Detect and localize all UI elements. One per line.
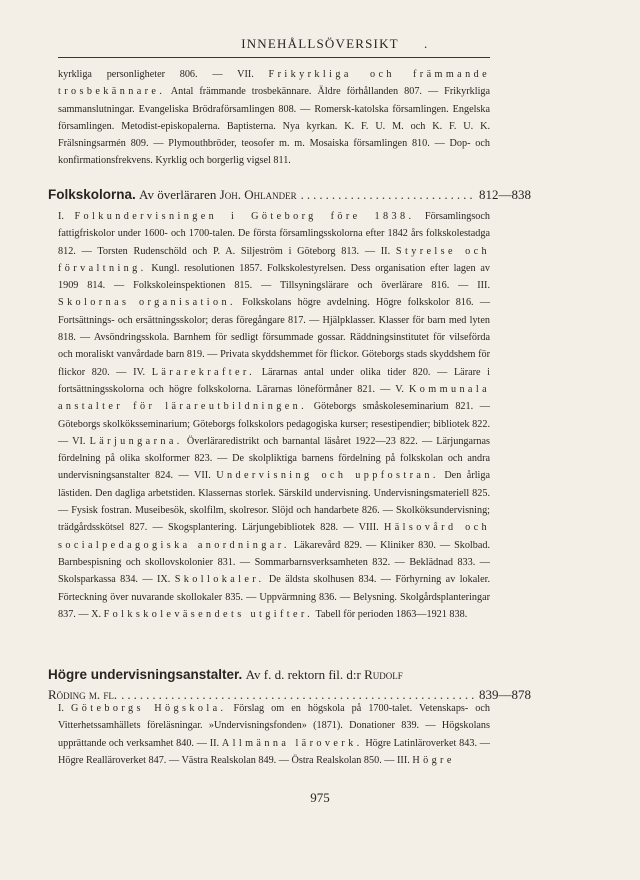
text-run: Förslag om en högskola på 1700-talet. Vetenskaps- och Vitterhetssamhällets föreläsningar. »Undervisningsfonden» (1871). Donationer 839. — Högskolans upprättande och verksamhet 840. — II.: [58, 703, 491, 749]
spaced-heading: Styrelse och förvaltning.: [58, 245, 491, 274]
spaced-heading: Högre: [412, 754, 455, 766]
running-header: [0, 36, 640, 52]
section-title: Folkskolorna.: [48, 187, 136, 202]
spaced-heading: Folkskoleväsendets utgifter.: [103, 608, 314, 620]
page-number: 975: [310, 790, 330, 805]
spaced-heading: Skolornas organisation.: [58, 297, 236, 309]
section-byline: Av överläraren: [139, 187, 217, 202]
spaced-heading: Allmänna läroverk.: [221, 737, 363, 749]
header-rule: [58, 57, 490, 58]
section-author: Rudolf: [364, 667, 403, 682]
text-run: Göteborgs småskoleseminarium 821. — Göteborgs skolköksseminarium; Göteborgs folkskolors pedagogiska kurser; resestipendier; bibliotek 822. — VI.: [58, 401, 490, 447]
text-run: Folkskolans högre avdelning. Högre folkskolor 816. — Fortsättnings- och ersättningsskolor; deras föregångare 817. — Hjälpklasser. Klasser för barn med lyten 818. — Avsöndringsskola. Barnhem för sedligt försummade gossar. Räddningsinstitutet för vilseförda och moraliskt vanvårdade barn 819. — Privata skyddshemmet för flickor. Göteborgs stads skyddshem för flickor 820. — IV.: [58, 297, 491, 378]
top-paragraph: [58, 66, 490, 170]
spaced-heading: Kommunala anstalter för lärareutbildningen.: [58, 383, 491, 413]
section-pages: 812—838: [479, 187, 531, 202]
section-body-folkskolorna: [58, 208, 490, 623]
section-author-cont: Röding m. fl.: [48, 687, 118, 702]
text-run: Kungl. resolutionen 1857. Folkskolestyrelsen. Dess organisation efter lagen av 1909 814. — Folkskoleinspektionen 815. — Tillsyningslärare och överlärare 816. — III.: [58, 262, 490, 292]
text-run: Överläraredistrikt och barnantal läsåret 1922—23 822. — Lärjungarnas fördelning på olika skolformer 823. — De skolpliktiga barnens fördelning på folkskolan och andra undervisningsanstalter 824. — VII.: [58, 435, 491, 482]
text-run: Antal främmande trosbekännare. Äldre förhållanden 807. — Frikyrkliga sammanslutningar. Evangeliska Brödraförsamlingen 808. — Romersk-katolska församlingen. Engelska församlingen. Metodist-episkopalerna. Baptisterna. Nya kyrkan. K. F. U. M. och K. F. U. K. Frälsningsarmén 809. — Plymouthbröder, teosofer m. m. Mosaiska församlingen 810. — Dop- och konfirmationsfrekvens. Kyrklig och borgerlig vigsel 811.: [58, 86, 491, 167]
section-byline: Av f. d. rektorn fil. d:r: [245, 667, 361, 682]
header-dot: .: [424, 36, 429, 51]
spaced-heading: Göteborgs Högskola.: [71, 703, 227, 714]
text-run: Den årliga lästiden. Den dagliga arbetstiden. Klassernas storlek. Särskild undervisning. Undervisningsmateriell 825. — Fysisk fostran. Museibesök, skolfilm, skolresor. Slöjd och handarbete 826. — Skolköksundervisning; trädgårdsskötsel 827. — Skogsplantering. Lärjungebibliotek 828. — VIII.: [58, 470, 490, 534]
header-title: INNEHÅLLSÖVERSIKT: [241, 36, 399, 51]
dot-leader: [301, 186, 475, 204]
spaced-heading: Undervisning och uppfostran.: [216, 470, 439, 482]
spaced-heading: Folkundervisningen i Göteborg före 1838.: [74, 211, 415, 222]
spaced-heading: Lärarekrafter.: [151, 366, 256, 378]
section-heading-folkskolorna: [48, 186, 531, 204]
section-heading-hogre: [48, 666, 531, 684]
text-run: Läkarevård 829. — Kliniker 830. — Skolbad. Barnbespisning och skollovskolonier 831. — Sommarbarnsverksamheten 832. — Beklädnad 833. — Skolsparkassa 834. — IX.: [58, 539, 491, 586]
text-run: I.: [58, 703, 64, 714]
text-run: kyrkliga personligheter 806. — VII.: [58, 69, 254, 80]
text-run: Högre Latinläroverket 843. — Högre Realläroverket 847. — Västra Realskolan 849. — Östra Realskolan 850. — III.: [58, 737, 490, 766]
spaced-heading: Skollokaler.: [174, 574, 265, 586]
spaced-heading: Frikyrkliga och främmande trosbekännare.: [58, 69, 490, 98]
text-run: Tabell för perioden 1863—1921 838.: [315, 608, 468, 620]
text-run: I.: [58, 211, 64, 222]
spaced-heading: Lärjungarna.: [89, 435, 183, 447]
text-run: De äldsta skolhusen 834. — Förhyrning av lokaler. Förteckning över nuvarande skollokaler 835. — Uppvärmning 836. — Belysning. Skolgårdsplanteringar 837. — X.: [58, 574, 490, 620]
spaced-heading: Hälsovård och socialpedagogiska anordningar.: [58, 522, 491, 551]
section-body-hogre: [58, 700, 490, 769]
text-run: Lärarnas antal under olika tider 820. — Lärare i fortsättningsskolorna och högre folkskolorna. Lärarnas löneförmåner 821. — V.: [58, 366, 491, 395]
section-pages: 839—878: [479, 687, 531, 702]
text-run: Församlingsoch fattigfriskolor under 1600- och 1700-talen. De första församlingsskolorna efter 1842 års folkskolestadga 812. — Torsten Rudenschöld och P. A. Siljeström i Göteborg 813. — II.: [58, 211, 490, 257]
section-title: Högre undervisningsanstalter.: [48, 667, 243, 682]
section-author: Joh. Ohlander: [219, 187, 297, 202]
